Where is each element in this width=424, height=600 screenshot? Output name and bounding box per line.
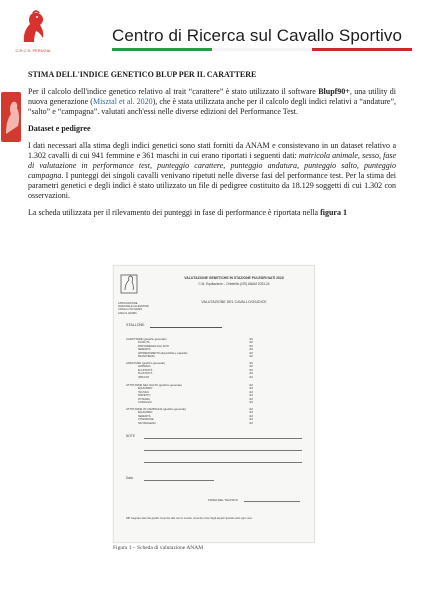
- section-label: ANDATURE (giudizio generale): [126, 361, 165, 365]
- institution-emblem-icon: [120, 274, 138, 294]
- note-line: [144, 438, 302, 439]
- score-suffix: /10: [249, 367, 253, 372]
- paragraph-dataset: [28, 141, 396, 201]
- score-suffix: /10: [249, 353, 253, 358]
- score-suffix: /10: [249, 347, 253, 352]
- criterion-label: ATTENZIONE: [138, 418, 154, 422]
- form-heading: VALUTAZIONE DEL CAVALLO/GIUDICE: [201, 300, 267, 304]
- signature-line: [244, 501, 300, 502]
- criterion-label: EQUILIBRIO: [138, 387, 153, 391]
- form-note: NB: Segnare dare dei giudizi compresi alle voci in neretto, tenendo conto degli aspetti riportati sotto ogni voce.: [126, 517, 253, 520]
- section-label: ATTITUDINE IN CAMPAGNA (giudizio generale): [126, 407, 187, 411]
- section-carattere: [126, 338, 296, 358]
- criterion-label: CORAGGIO: [138, 400, 152, 404]
- figure-scanned-form: [113, 265, 315, 543]
- criterion-label: IMPULSO: [138, 375, 150, 379]
- criterion-label: FRANCHEZZA: [138, 354, 155, 358]
- text-run: , una utility di nuova generazione (: [28, 87, 396, 106]
- text-run: I dati necessari alla stima degli indici genetici sono stati forniti da ANAM e consistevano in un dataset relativo a 1.302 cavalli di cui 941 femmine e 361 maschi in cui erano riportati i seguenti dati:: [28, 141, 396, 160]
- form-subtitle: C.M. Equitazione – Orbetello (GR) ANAM 2023-24: [198, 282, 270, 286]
- score-suffix: /10: [249, 340, 253, 345]
- score-suffix: /10: [249, 343, 253, 348]
- institution-name: ASSOCIAZIONE NAZIONALE ALLEVATORI CAVALLO DI RAZZA ANGLO-ARABA: [118, 302, 149, 315]
- paragraph-software: [28, 87, 396, 117]
- criterion-label: RISPONDENZA AGLI AIUTI: [138, 344, 170, 348]
- score-suffix: /10: [249, 410, 253, 415]
- section-title: STIMA DELL'INDICE GENETICO BLUP PER IL CARATTERE: [28, 70, 257, 79]
- citation-link[interactable]: Misztal et al. 2020: [92, 97, 153, 106]
- organization-title: Centro di Ricerca sul Cavallo Sportivo: [112, 26, 403, 45]
- note-line: [144, 450, 302, 451]
- score-suffix: /10: [249, 389, 253, 394]
- form-title: VALUTAZIONE GENETICHE IN STAZIONE PULEDRI NATI 2020: [184, 276, 284, 280]
- criterion-label: AMPIEZZA: [138, 365, 151, 369]
- score-suffix: /10: [249, 420, 253, 425]
- criterion-label: APPRENDIMENTO (disponibilità e capacità): [138, 351, 188, 355]
- score-suffix: /10: [249, 413, 253, 418]
- score-suffix: /10: [249, 417, 253, 422]
- side-horse-emblem-icon: [1, 92, 21, 142]
- figure-reference: figura 1: [320, 208, 347, 217]
- figure-caption: Figura 1 – Scheda di valutazione ANAM: [113, 545, 204, 551]
- text-run: ), che è stata utilizzata anche per il calcolo degli indici relativi a “andature”, “salto” e “campagna”. valutati anch'essi nelle diverse edizioni del Performance Test.: [28, 97, 397, 116]
- criterion-label: TECNICA: [138, 390, 149, 394]
- tricolor-white: [212, 48, 312, 51]
- tricolor-green: [112, 48, 212, 51]
- date-line: [144, 480, 214, 481]
- score-suffix: /10: [249, 407, 253, 411]
- score-suffix: /10: [249, 350, 253, 355]
- score-suffix: /10: [249, 383, 253, 387]
- date-label: Data: [126, 476, 133, 480]
- software-name: Blupf90+: [318, 87, 350, 96]
- stallone-field-line: [150, 327, 222, 328]
- document-body: [28, 70, 396, 225]
- criterion-label: NATURALEZZA: [138, 421, 156, 425]
- section-label: CARATTERE (giudizio generale): [126, 337, 167, 341]
- page-header: [0, 0, 424, 64]
- score-suffix: /10: [249, 371, 253, 376]
- criterion-label: SERENITÀ: [138, 348, 151, 352]
- tricolor-red: [312, 48, 412, 51]
- stallone-label: STALLONE: [126, 323, 145, 327]
- section-campagna: [126, 408, 296, 425]
- text-run: . I punteggi dei singoli cavalli venivano ripetuti nelle diverse fasi del performance test. Per la stima dei parametri genetici e degli indici è stato utilizzato un file di pedigree costituito da 18.129 soggetti di cui 1.302 con osservazioni.: [28, 171, 396, 200]
- note-label: NOTE: [126, 434, 135, 438]
- section-label: ATTITUDINE NEL SALTO (giudizio generale): [126, 383, 182, 387]
- logo-caption: C.R.C.S. PERUGIA: [15, 48, 51, 53]
- score-suffix: /10: [249, 374, 253, 379]
- paragraph-figure-ref: [28, 208, 396, 218]
- criterion-label: PLASTICITÀ: [138, 372, 153, 376]
- text-run: Per il calcolo dell'indice genetico relativo al trait “carattere” è stato utilizzato il software: [28, 87, 319, 96]
- score-suffix: /10: [249, 361, 253, 365]
- variables-list: matricola animale, sesso, fase di valutazione in performance test, punteggio carattere, punteggio andatura, punteggio salto, punteggio campagna: [28, 151, 396, 180]
- criterion-label: EQUILIBRIO: [138, 411, 153, 415]
- section-salto: [126, 384, 296, 404]
- criterion-label: RISPETTO: [138, 394, 151, 398]
- score-suffix: /10: [249, 393, 253, 398]
- criterion-label: DOCILITÀ: [138, 341, 150, 345]
- criterion-label: POTENZA: [138, 397, 150, 401]
- criterion-label: ELASTICITÀ: [138, 368, 153, 372]
- tricolor-band: [112, 48, 412, 51]
- score-suffix: /10: [249, 364, 253, 369]
- signature-label: FIRMA DEL TECNICO: [208, 498, 239, 502]
- text-run: La scheda utilizzata per il rilevamento dei punteggi in fase di performance è riportata nella: [28, 208, 321, 217]
- horse-logo-icon: [18, 10, 48, 48]
- score-suffix: /10: [249, 337, 253, 341]
- subsection-title: Dataset e pedigree: [28, 124, 91, 133]
- score-suffix: /10: [249, 386, 253, 391]
- score-suffix: /10: [249, 396, 253, 401]
- section-andature: [126, 362, 296, 379]
- criterion-label: SERENITÀ: [138, 414, 151, 418]
- note-line: [144, 462, 302, 463]
- score-suffix: /10: [249, 399, 253, 404]
